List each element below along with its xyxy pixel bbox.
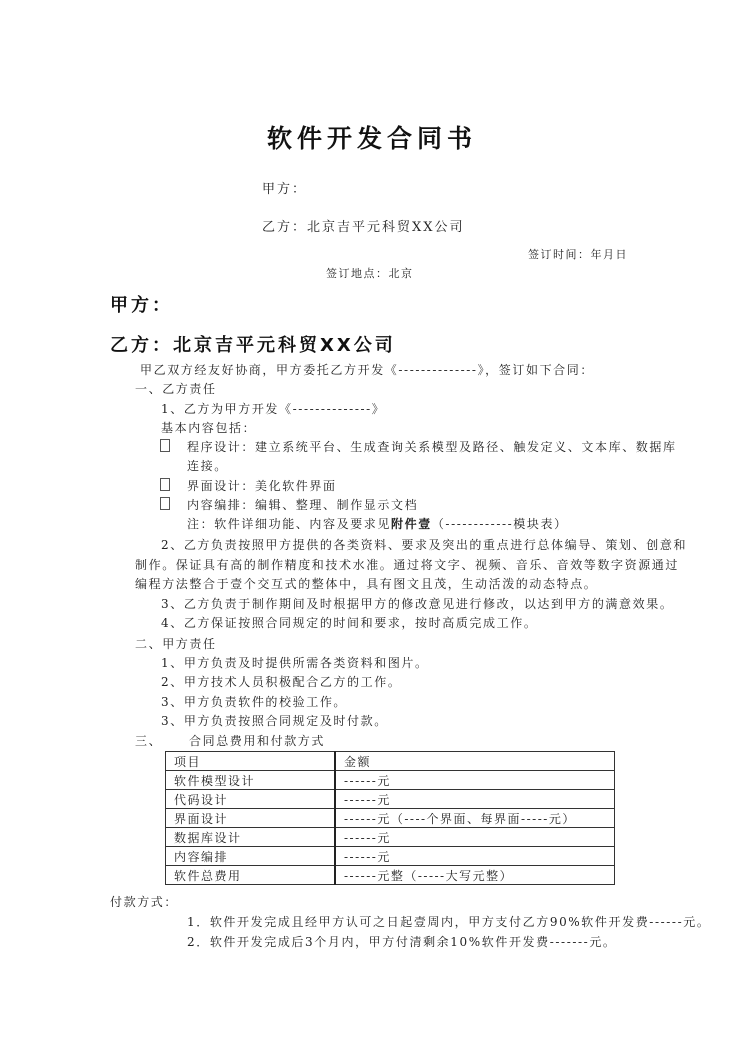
payment-item: 2．软件开发完成后3个月内，甲方付清剩余10%软件开发费-------元。 <box>187 935 617 949</box>
section1-item4: 4、乙方保证按照合同规定的时间和要求，按时高质完成工作。 <box>161 616 538 630</box>
item-cell: 软件模型设计 <box>166 771 336 790</box>
amount-cell: ------元 <box>335 790 615 809</box>
note-prefix: 注：软件详细功能、内容及要求见 <box>187 517 392 531</box>
note-attachment-ref: 附件壹 <box>391 517 432 531</box>
section1-heading: 一、乙方责任 <box>135 382 217 396</box>
bullet-item <box>160 477 170 496</box>
amount-cell: ------元（----个界面、每界面-----元） <box>335 809 615 828</box>
sign-place: 签订地点：北京 <box>326 267 414 280</box>
bullet-text: 内容编排：编辑、整理、制作显示文档 <box>187 498 419 512</box>
header-party-a: 甲方： <box>262 182 308 197</box>
bullet-text-cont: 连接。 <box>187 459 228 473</box>
section1-item2-line1: 2、乙方负责按照甲方提供的各类资料、要求及突出的重点进行总体编导、策划、创意和 <box>161 538 688 552</box>
section1-item2-line3: 编程方法整合于壹个交互式的整体中，具有图文且茂，生动活泼的动态特点。 <box>135 577 598 591</box>
document-title: 软件开发合同书 <box>266 124 477 153</box>
item-cell: 内容编排 <box>166 847 336 866</box>
amount-cell: ------元 <box>335 771 615 790</box>
bullet-text: 界面设计：美化软件界面 <box>187 479 337 493</box>
amount-cell: ------元 <box>335 828 615 847</box>
intro-paragraph: 甲乙双方经友好协商，甲方委托乙方开发《--------------》，签订如下合同： <box>140 363 594 377</box>
bullet-text: 程序设计：建立系统平台、生成查询关系模型及路径、触发定义、文本库、数据库 <box>187 440 677 454</box>
section2-item: 2、甲方技术人员积极配合乙方的工作。 <box>161 675 402 689</box>
bullet-placeholder-icon <box>160 439 170 452</box>
sign-time: 签订时间：年月日 <box>528 248 628 261</box>
fee-table <box>165 751 615 885</box>
bullet-placeholder-icon <box>160 497 170 510</box>
header-party-b: 乙方：北京吉平元科贸XX公司 <box>262 220 465 235</box>
section2-item: 3、甲方负责按照合同规定及时付款。 <box>161 714 388 728</box>
section2-item: 1、甲方负责及时提供所需各类资料和图片。 <box>161 656 429 670</box>
payment-item: 1．软件开发完成且经甲方认可之日起壹周内，甲方支付乙方90%软件开发费------元。 <box>187 915 711 929</box>
table-row <box>166 866 615 885</box>
bullet-item <box>160 438 170 457</box>
party-a-heading: 甲方： <box>110 295 173 316</box>
basic-content-label: 基本内容包括： <box>161 421 257 435</box>
section1-item1: 1、乙方为甲方开发《--------------》 <box>161 402 386 416</box>
section2-heading: 二、甲方责任 <box>135 637 217 651</box>
section1-item3: 3、乙方负责于制作期间及时根据甲方的修改意见进行修改，以达到甲方的满意效果。 <box>161 597 674 611</box>
bullet-item <box>160 496 170 515</box>
item-cell: 界面设计 <box>166 809 336 828</box>
section1-item2-line2: 制作。保证具有高的制作精度和技术水准。通过将文字、视频、音乐、音效等数字资源通过 <box>135 558 680 572</box>
table-row <box>166 771 615 790</box>
section3-heading: 合同总费用和付款方式 <box>189 734 326 748</box>
item-cell: 代码设计 <box>166 790 336 809</box>
amount-cell: ------元 <box>335 847 615 866</box>
section2-item: 3、甲方负责软件的校验工作。 <box>161 695 348 709</box>
item-cell: 软件总费用 <box>166 866 336 885</box>
header-cell-item: 项目 <box>166 752 336 771</box>
item-cell: 数据库设计 <box>166 828 336 847</box>
header-cell-amount: 金额 <box>335 752 615 771</box>
attachment-note <box>187 515 568 534</box>
table-row <box>166 847 615 866</box>
table-row <box>166 790 615 809</box>
bullet-placeholder-icon <box>160 478 170 491</box>
table-header-row <box>166 752 615 771</box>
party-b-heading: 乙方：北京吉平元科贸XX公司 <box>110 335 396 356</box>
table-row <box>166 828 615 847</box>
note-suffix: （------------模块表） <box>431 517 568 531</box>
amount-cell: ------元整（-----大写元整） <box>335 866 615 885</box>
payment-label: 付款方式： <box>110 895 179 909</box>
table-row <box>166 809 615 828</box>
section3-number: 三、 <box>135 734 163 748</box>
